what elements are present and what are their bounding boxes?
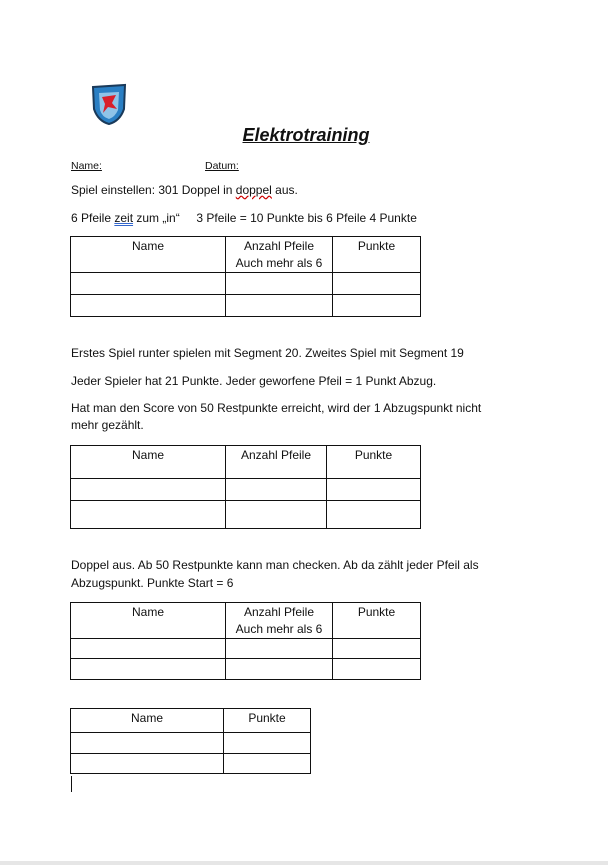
name-label: Name:	[71, 160, 102, 172]
cell[interactable]	[226, 659, 333, 680]
header-name: Name	[71, 446, 226, 479]
header-arrows	[226, 603, 333, 639]
cell[interactable]	[327, 501, 421, 529]
table-2	[70, 445, 421, 529]
paragraph-score-2: mehr gezählt.	[71, 418, 144, 432]
cell[interactable]	[226, 295, 333, 317]
header-text: Anzahl Pfeile	[243, 239, 315, 253]
grammar-word: zeit	[114, 211, 134, 225]
cell[interactable]	[327, 479, 421, 501]
text-cursor	[71, 776, 72, 792]
paragraph-game-setup	[71, 183, 298, 197]
cell[interactable]	[333, 659, 421, 680]
cell[interactable]	[71, 479, 226, 501]
document-title: Elektrotraining	[242, 125, 370, 145]
cell[interactable]	[71, 754, 224, 774]
cell[interactable]	[226, 639, 333, 659]
text: zum „in“ 3 Pfeile = 10 Punkte bis 6 Pfeile 4 Punkte	[133, 211, 417, 225]
table-1	[70, 236, 421, 317]
cell[interactable]	[71, 733, 224, 754]
cell[interactable]	[333, 295, 421, 317]
header-points: Punkte	[327, 446, 421, 479]
cell[interactable]	[226, 479, 327, 501]
paragraph-score-1: Hat man den Score von 50 Restpunkte erreicht, wird der 1 Abzugspunkt nicht	[71, 401, 482, 415]
header-name: Name	[71, 709, 224, 733]
cell[interactable]	[71, 295, 226, 317]
header-points: Punkte	[224, 709, 311, 733]
text: Spiel einstellen: 301 Doppel in	[71, 183, 236, 197]
cell[interactable]	[226, 501, 327, 529]
header-name: Name	[71, 237, 226, 273]
header-points: Punkte	[333, 237, 421, 273]
paragraph-double-out-2: Abzugspunkt. Punkte Start = 6	[71, 576, 234, 590]
header-text: Anzahl Pfeile	[243, 605, 315, 619]
cell[interactable]	[224, 754, 311, 774]
date-label: Datum:	[205, 160, 239, 172]
header-name: Name	[71, 603, 226, 639]
header-subtext: Auch mehr als 6	[235, 622, 323, 636]
text: 6 Pfeile	[71, 211, 115, 225]
cell[interactable]	[224, 733, 311, 754]
club-crest-logo	[90, 83, 128, 125]
paragraph-points: Jeder Spieler hat 21 Punkte. Jeder geworfene Pfeil = 1 Punkt Abzug.	[71, 374, 437, 388]
table-3	[70, 602, 421, 680]
spellcheck-word: doppel	[235, 183, 272, 197]
paragraph-double-out-1: Doppel aus. Ab 50 Restpunkte kann man checken. Ab da zählt jeder Pfeil als	[71, 558, 479, 572]
cell[interactable]	[71, 639, 226, 659]
header-points: Punkte	[333, 603, 421, 639]
table-4	[70, 708, 311, 774]
page-bottom-edge	[0, 861, 608, 865]
cell[interactable]	[71, 659, 226, 680]
paragraph-segment: Erstes Spiel runter spielen mit Segment 20. Zweites Spiel mit Segment 19	[71, 346, 464, 360]
header-arrows: Anzahl Pfeile	[226, 446, 327, 479]
paragraph-arrows	[71, 211, 417, 225]
cell[interactable]	[71, 501, 226, 529]
cell[interactable]	[71, 273, 226, 295]
text: aus.	[271, 183, 298, 197]
cell[interactable]	[333, 639, 421, 659]
header-arrows	[226, 237, 333, 273]
header-subtext: Auch mehr als 6	[235, 256, 323, 270]
cell[interactable]	[226, 273, 333, 295]
cell[interactable]	[333, 273, 421, 295]
